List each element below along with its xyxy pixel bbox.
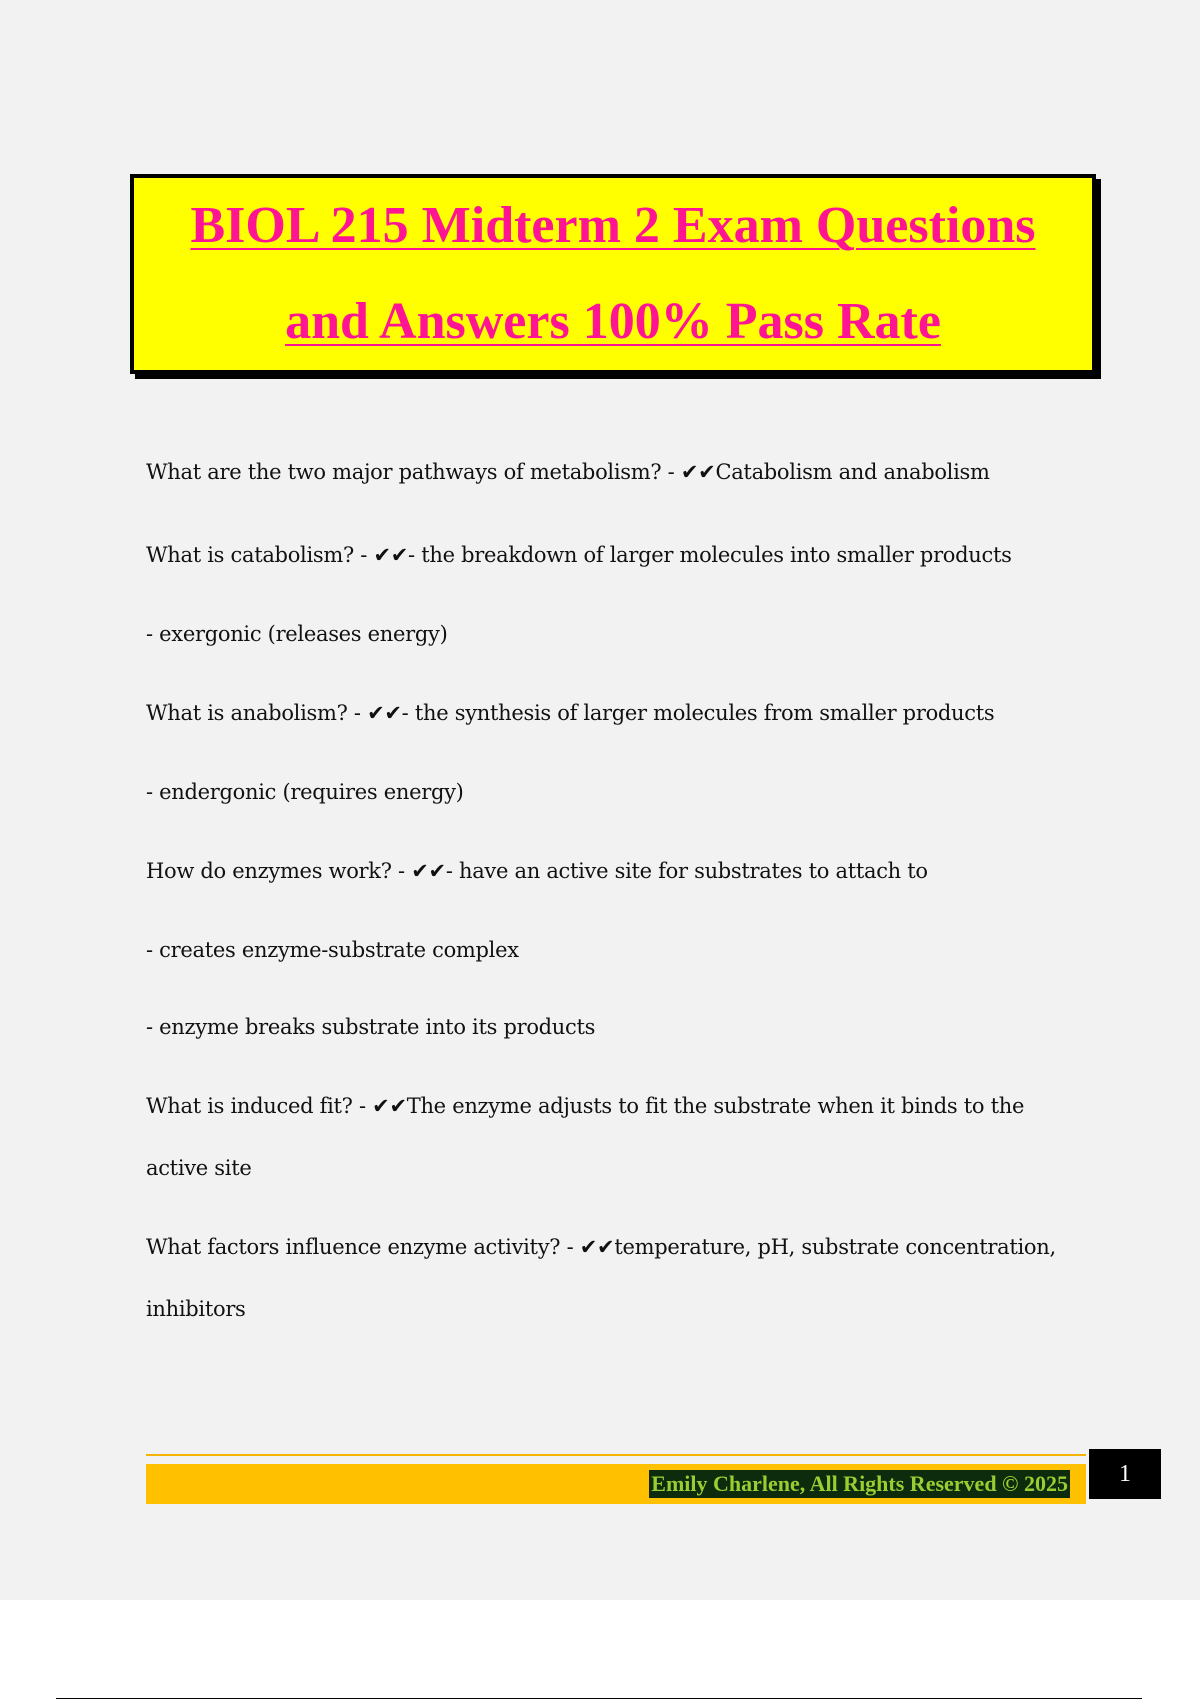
footer-copyright: Emily Charlene, All Rights Reserved © 2025	[651, 1471, 1068, 1496]
qa-line: inhibitors	[146, 1297, 246, 1321]
title-box	[130, 174, 1096, 374]
qa-line: What are the two major pathways of metabolism? - ✔✔Catabolism and anabolism	[146, 460, 990, 484]
footer-bar	[146, 1464, 1086, 1504]
page-number: 1	[1089, 1449, 1161, 1499]
qa-line: - creates enzyme-substrate complex	[146, 938, 519, 962]
qa-line: - exergonic (releases energy)	[146, 622, 448, 646]
qa-line: - enzyme breaks substrate into its products	[146, 1015, 596, 1039]
qa-line: What factors influence enzyme activity? - ✔✔temperature, pH, substrate concentration,	[146, 1235, 1056, 1259]
qa-line: What is induced fit? - ✔✔The enzyme adjusts to fit the substrate when it binds to the	[146, 1094, 1025, 1118]
qa-line: What is anabolism? - ✔✔- the synthesis of larger molecules from smaller products	[146, 701, 995, 725]
title-line-1: BIOL 215 Midterm 2 Exam Questions	[190, 197, 1036, 254]
qa-line: active site	[146, 1156, 252, 1180]
title-line-2: and Answers 100% Pass Rate	[285, 293, 941, 350]
footer-divider	[146, 1454, 1086, 1456]
qa-line: - endergonic (requires energy)	[146, 780, 464, 804]
qa-line: How do enzymes work? - ✔✔- have an active site for substrates to attach to	[146, 859, 928, 883]
qa-line: What is catabolism? - ✔✔- the breakdown of larger molecules into smaller products	[146, 543, 1012, 567]
bottom-rule	[56, 1698, 1142, 1699]
